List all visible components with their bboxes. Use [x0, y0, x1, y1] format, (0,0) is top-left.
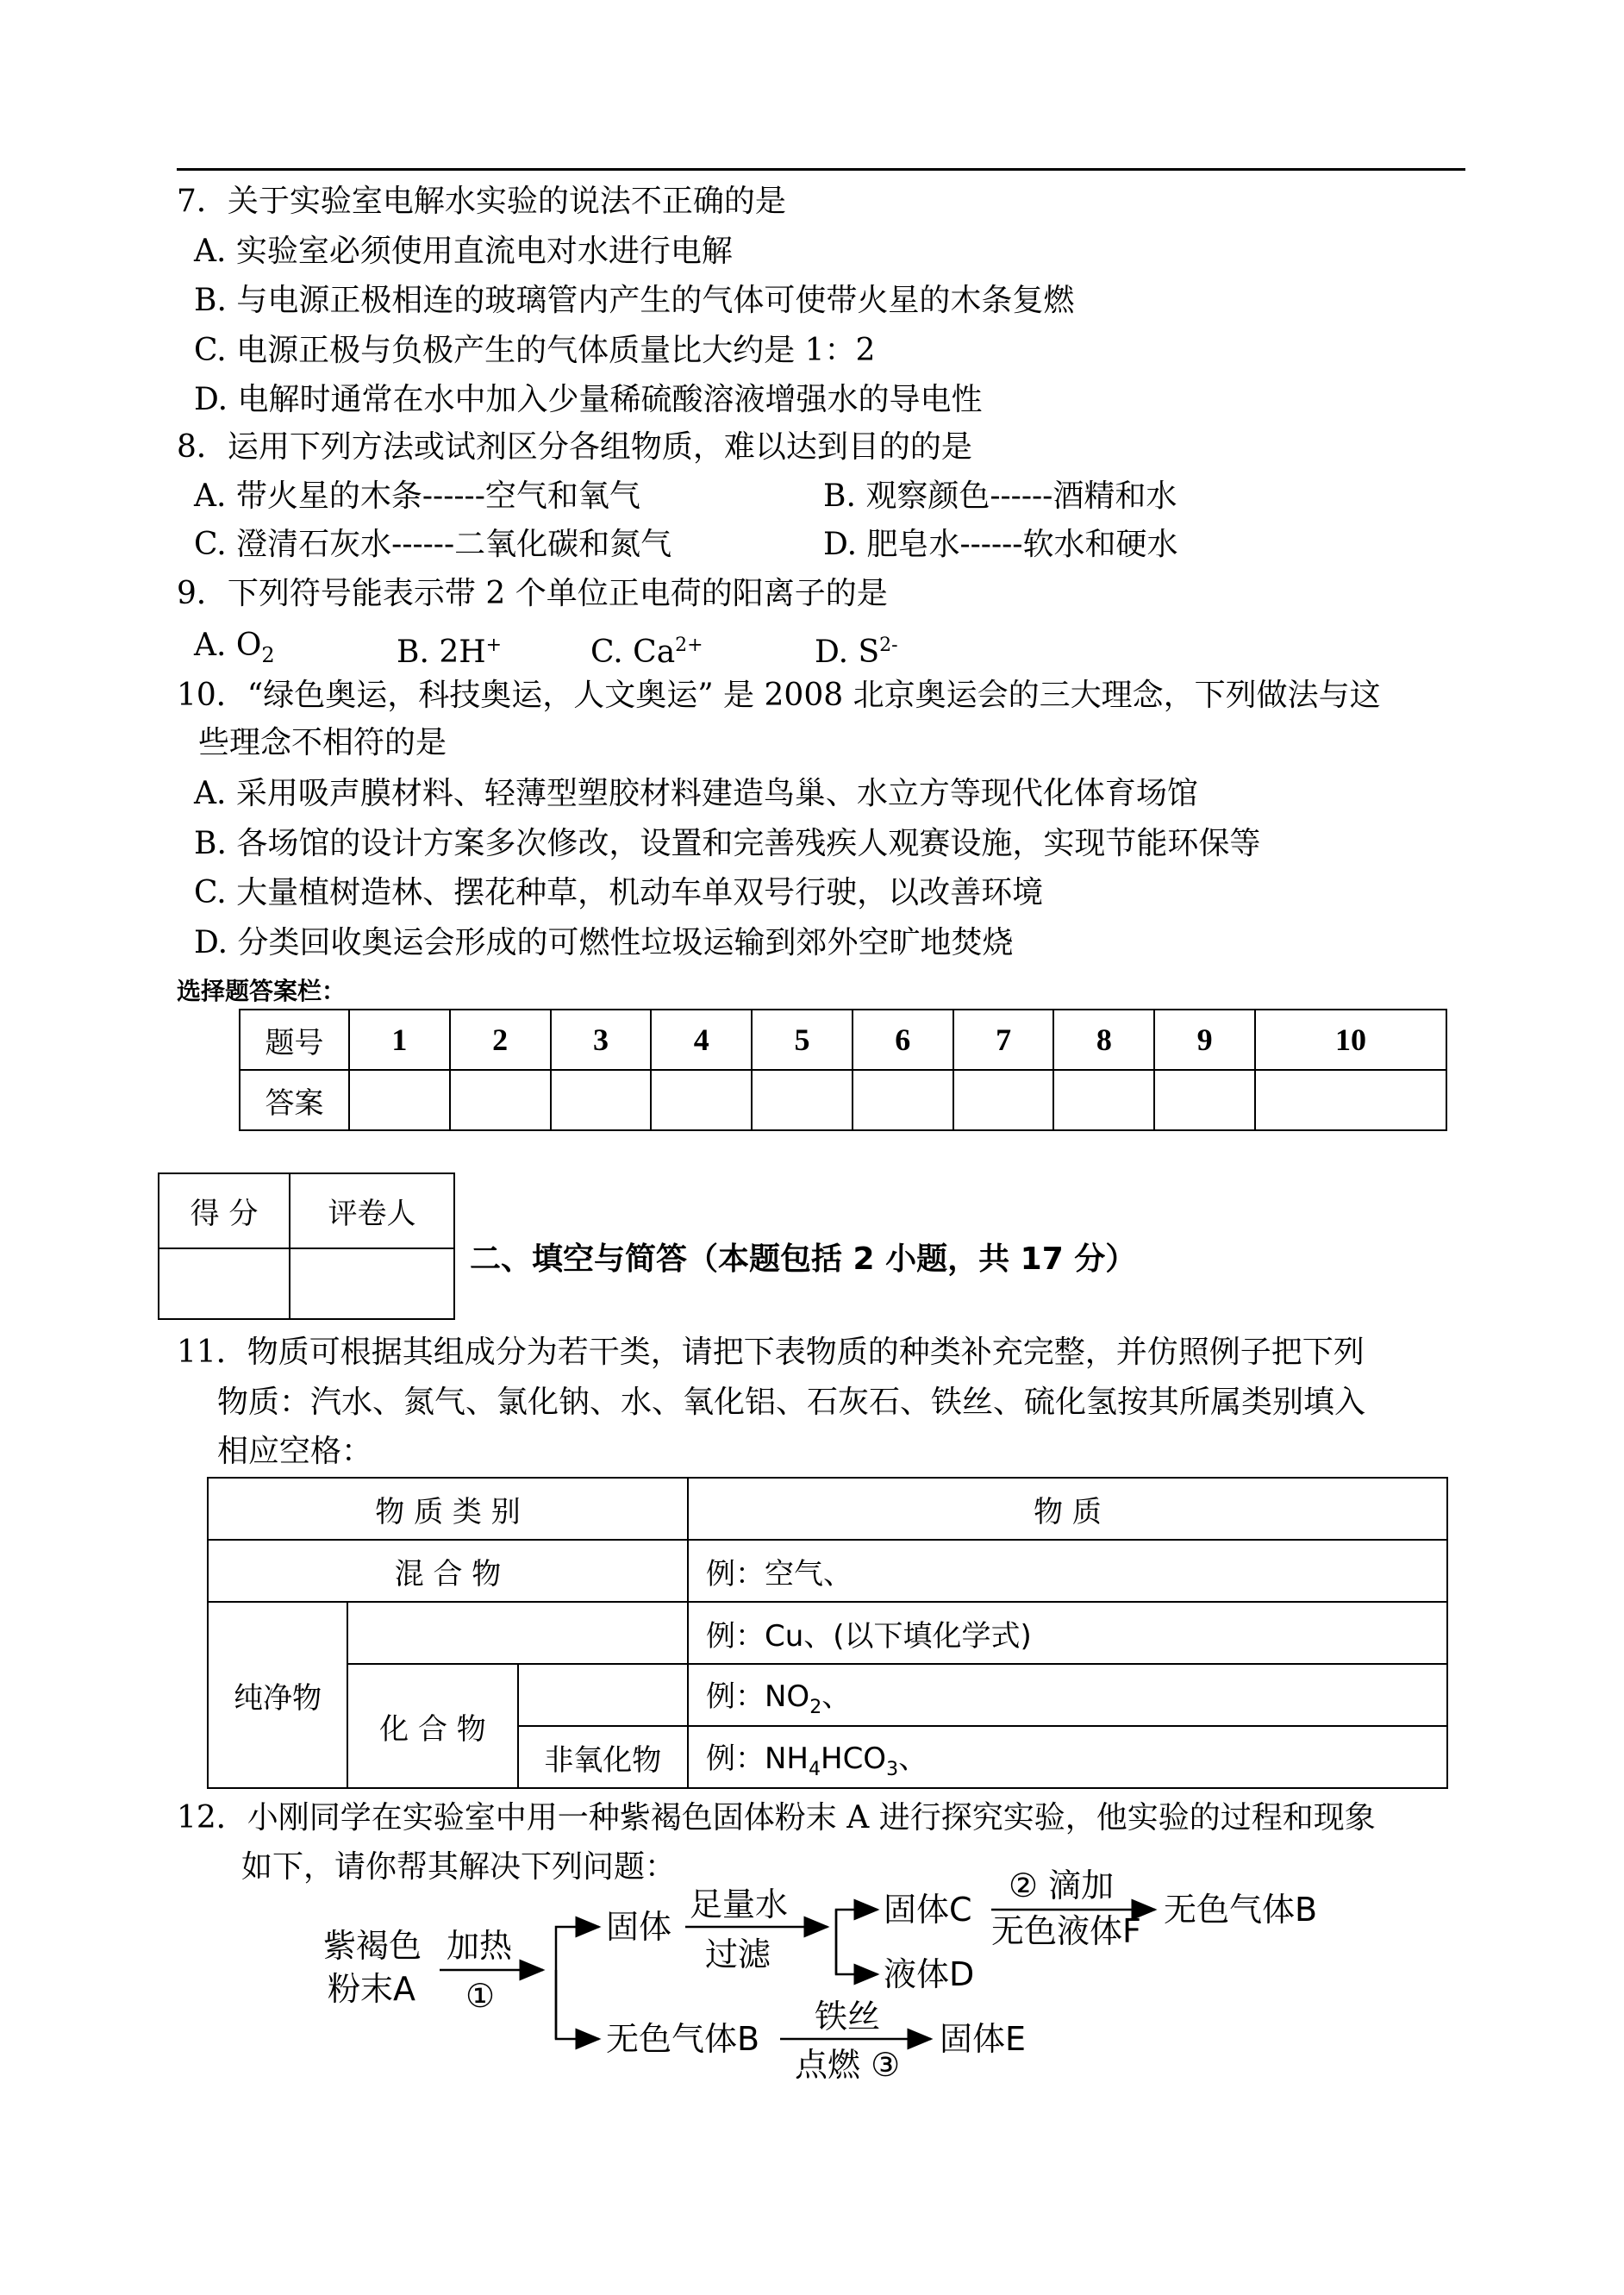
q12-line2: 如下，请你帮其解决下列问题：: [241, 1849, 677, 1885]
table-nonoxide-example: 例：$NH_4HCO_3$、: [688, 1726, 1447, 1788]
table-pure-substance: 纯净物: [208, 1602, 347, 1788]
diagram-start-line1: 紫褐色: [323, 1927, 422, 1965]
q8-option-a: A. 带火星的木条------空气和氧气: [194, 478, 640, 514]
section2-title: 二、填空与简答（本题包括 2 小题，共 17 分）: [470, 1241, 1137, 1277]
answer-section-label: 选择题答案栏：: [177, 977, 347, 1005]
table-header-category: 物 质 类 别: [208, 1478, 688, 1540]
table-oxide-example: 例：$NO_2$、: [688, 1664, 1447, 1726]
q10-option-c: C. 大量植树造林、摆花种草，机动车单双号行驶，以改善环境: [194, 875, 1044, 910]
answer-number-3: 3: [551, 1010, 652, 1070]
table-nonoxide: 非氧化物: [518, 1726, 688, 1788]
branch-to-gasB: [556, 1970, 599, 2039]
q10-option-d: D. 分类回收奥运会形成的可燃性垃圾运输到郊外空旷地焚烧: [194, 925, 1014, 960]
q8-option-c: C. 澄清石灰水------二氧化碳和氮气: [194, 527, 672, 562]
q8-stem: 8．运用下列方法或试剂区分各组物质，难以达到目的的是: [177, 429, 972, 465]
diagram-solidC: 固体C: [884, 1891, 972, 1929]
answer-number-8: 8: [1053, 1010, 1154, 1070]
score-label: 得 分: [159, 1173, 290, 1248]
q9-option-c: C. $Ca^{2+}$: [590, 635, 703, 670]
q7-stem: 7．关于实验室电解水实验的说法不正确的是: [177, 184, 786, 219]
q8-option-d: D. 肥皂水------软水和硬水: [823, 527, 1178, 562]
answer-number-5: 5: [752, 1010, 853, 1070]
diagram-solidE: 固体E: [940, 2020, 1027, 2058]
q9-option-b: B. 2H+: [397, 635, 503, 670]
grader-label: 评卷人: [290, 1173, 454, 1248]
branch-to-liquidD: [836, 1910, 878, 1974]
diagram-water: 足量水: [690, 1885, 789, 1923]
table-compound: 化 合 物: [347, 1664, 517, 1788]
q9-option-a: A. $O_2$: [194, 628, 275, 668]
q11-line2: 物质：汽水、氮气、氯化钠、水、氧化铝、石灰石、铁丝、硫化氢按其所属类别填入: [217, 1385, 1366, 1420]
diagram-drip: ② 滴加: [1009, 1867, 1115, 1904]
diagram-liquidD: 液体D: [884, 1955, 975, 1993]
q8-option-b: B. 观察颜色------酒精和水: [823, 478, 1177, 514]
table-mixture: 混 合 物: [208, 1540, 688, 1602]
answer-number-4: 4: [651, 1010, 752, 1070]
diagram-gasB: 无色气体B: [606, 2020, 760, 2058]
q7-option-a: A. 实验室必须使用直流电对水进行电解: [194, 234, 733, 269]
diagram-start-line2: 粉末A: [328, 1970, 415, 2008]
q10-stem-line2: 些理念不相符的是: [198, 725, 447, 760]
table-element-example: 例：Cu、(以下填化学式): [688, 1602, 1447, 1664]
branch-to-solid: [556, 1927, 599, 2039]
diagram-solid: 固体: [606, 1908, 672, 1946]
q10-option-b: B. 各场馆的设计方案多次修改，设置和完善残疾人观赛设施，实现节能环保等: [194, 826, 1261, 861]
diagram-heat: 加热: [447, 1927, 513, 1965]
q7-option-c: C. 电源正极与负极产生的气体质量比大约是 1：2: [194, 333, 876, 368]
answer-table-header-number: 题号: [240, 1010, 349, 1070]
answer-number-10: 10: [1255, 1010, 1446, 1070]
answer-number-2: 2: [450, 1010, 551, 1070]
q7-option-b: B. 与电源正极相连的玻璃管内产生的气体可使带火星的木条复燃: [194, 283, 1075, 318]
answer-number-7: 7: [953, 1010, 1054, 1070]
answer-number-9: 9: [1154, 1010, 1255, 1070]
q10-option-a: A. 采用吸声膜材料、轻薄型塑胶材料建造鸟巢、水立方等现代化体育场馆: [194, 776, 1198, 811]
branch-to-solidC: [836, 1910, 878, 1974]
answer-table-header-answer: 答案: [240, 1070, 349, 1130]
diagram-step1: ①: [465, 1977, 496, 2015]
q9-option-d: D. $S^{2-}$: [815, 635, 898, 670]
q12-line1: 12．小刚同学在实验室中用一种紫褐色固体粉末 A 进行探究实验，他实验的过程和现象: [177, 1800, 1376, 1835]
q11-line1: 11．物质可根据其组成分为若干类，请把下表物质的种类补充完整，并仿照例子把下列: [177, 1335, 1365, 1370]
diagram-filter: 过滤: [705, 1935, 771, 1973]
table-mixture-example: 例：空气、: [688, 1540, 1447, 1602]
q10-stem-line1: 10．“绿色奥运，科技奥运，人文奥运” 是 2008 北京奥运会的三大理念，下列做法与这: [177, 678, 1381, 713]
answer-number-1: 1: [349, 1010, 450, 1070]
q9-stem: 9．下列符号能表示带 2 个单位正电荷的阳离子的是: [177, 576, 888, 611]
q7-option-d: D. 电解时通常在水中加入少量稀硫酸溶液增强水的导电性: [194, 382, 983, 417]
diagram-gasB-top: 无色气体B: [1164, 1891, 1318, 1929]
diagram-liquidF: 无色液体F: [991, 1912, 1141, 1950]
table-header-substance: 物 质: [688, 1478, 1447, 1540]
q11-line3: 相应空格：: [217, 1434, 373, 1469]
diagram-ignite: 点燃 ③: [795, 2046, 901, 2084]
answer-number-6: 6: [853, 1010, 953, 1070]
diagram-iron: 铁丝: [815, 1998, 881, 2035]
